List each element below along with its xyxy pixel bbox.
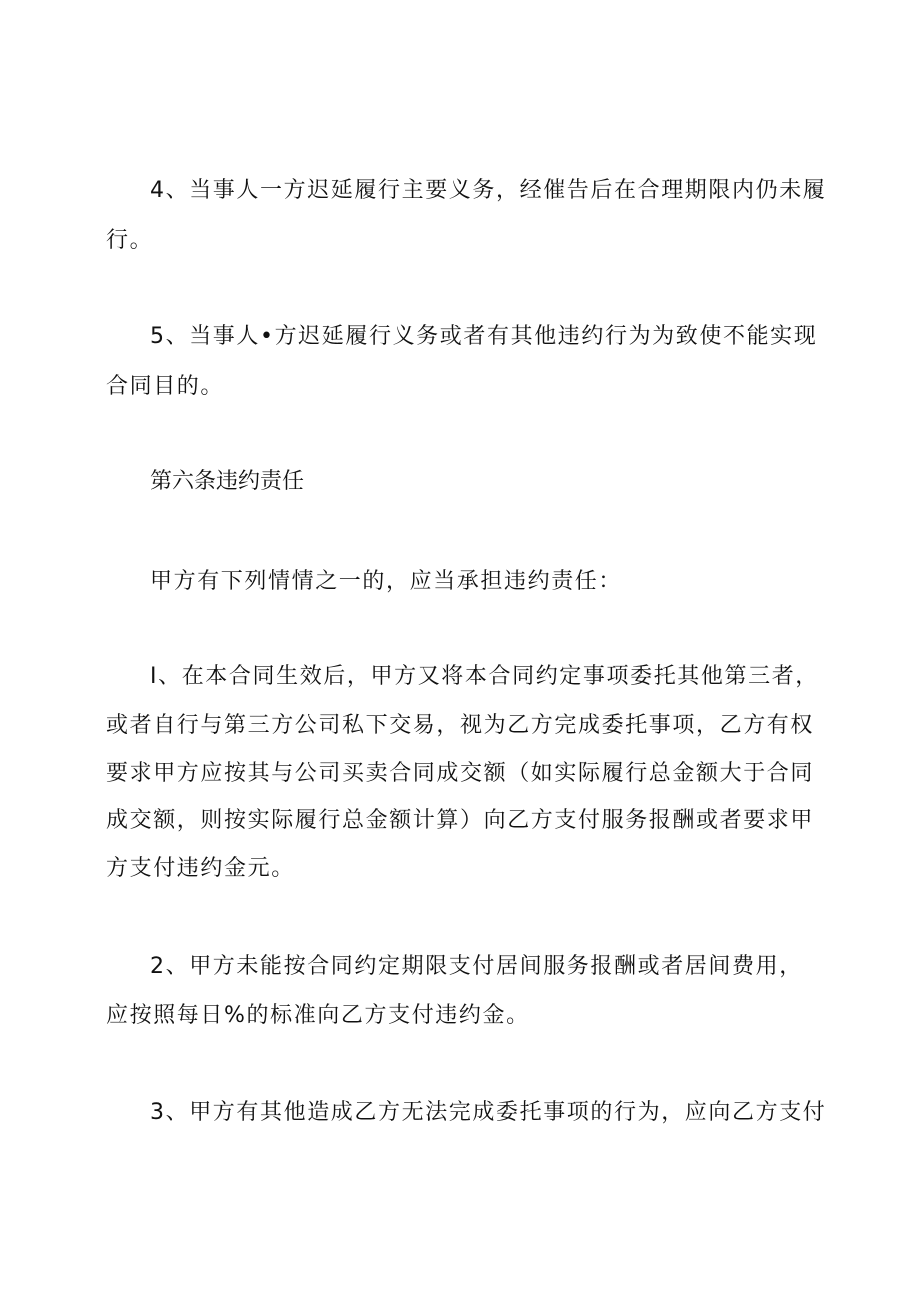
item-1-line-2: 或者自行与第三方公司私下交易，视为乙方完成委托事项，乙方有权: [106, 713, 815, 738]
item-1-line-3: 要求甲方应按其与公司买卖合同成交额（如实际履行总金额大于合同: [106, 761, 815, 786]
item-1-line-1: I、在本合同生效后，甲方又将本合同约定事项委托其他第三者，: [150, 664, 819, 689]
clause-5-line-1: 5、当事人•方迟延履行义务或者有其他违约行为为致使不能实现: [150, 324, 818, 349]
clause-4-line-1: 4、当事人一方迟延履行主要义务，经催告后在合理期限内仍未履: [150, 178, 827, 203]
item-1-line-5: 方支付违约金元。: [106, 856, 295, 881]
article-6-heading: 第六条违约责任: [150, 469, 305, 494]
item-3-line-1: 3、甲方有其他造成乙方无法完成委托事项的行为，应向乙方支付: [150, 1100, 827, 1125]
liability-intro: 甲方有下列情情之一的，应当承担违约责任：: [150, 569, 623, 594]
item-2-line-1: 2、甲方未能按合同约定期限支付居间服务报酬或者居间费用，: [150, 954, 803, 979]
clause-4-line-2: 行。: [106, 228, 154, 253]
item-1-line-4: 成交额，则按实际履行总金额计算）向乙方支付服务报酬或者要求甲: [106, 808, 815, 833]
clause-5-line-2: 合同目的。: [106, 374, 225, 399]
item-2-line-2: 应按照每日%的标准向乙方支付违约金。: [106, 1003, 530, 1028]
